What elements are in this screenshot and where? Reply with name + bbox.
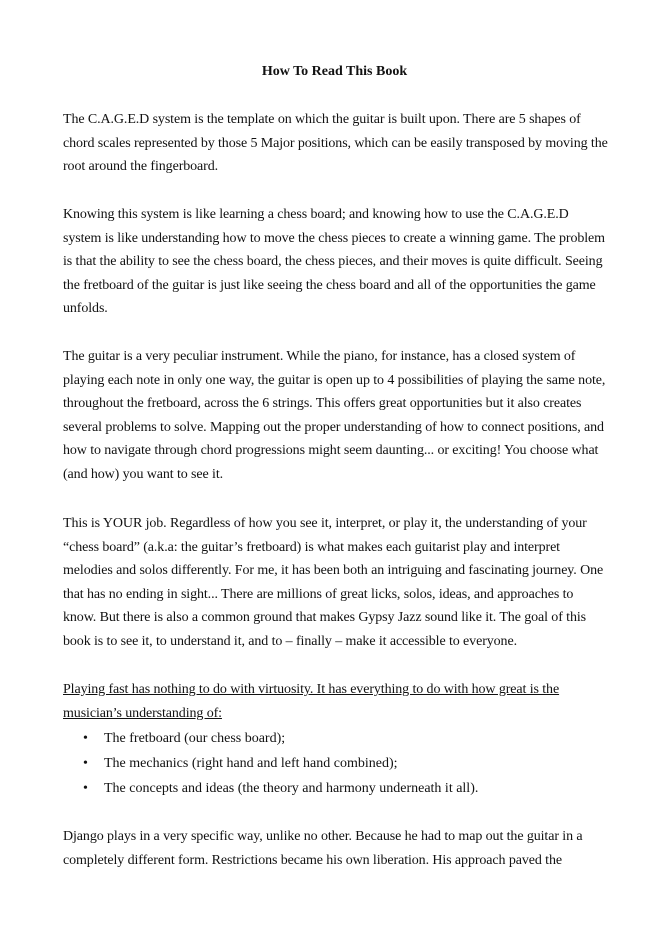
list-item [63,776,609,801]
bullet-icon: • [83,781,88,796]
list-item-text: The concepts and ideas (the theory and harmony underneath it all). [104,781,479,796]
list-item-text: The mechanics (right hand and left hand combined); [104,756,398,771]
list-item [63,726,609,751]
list-item-text: The fretboard (our chess board); [104,731,286,746]
bullet-list [63,726,609,801]
paragraph-guitar-peculiar: The guitar is a very peculiar instrument. While the piano, for instance, has a closed system of playing each note in only one way, the guitar is open up to 4 possibilities of playing the same note, throughout the fretboard, across the 6 strings. This offers great opportunities but it also creates several problems to solve. Mapping out the proper understanding of how to connect positions, and how to navigate through chord progressions might seem daunting... or exciting! You choose what (and how) you want to see it. [63,349,606,482]
page-title: How To Read This Book [261,64,408,79]
bullet-icon: • [83,731,88,746]
list-item [63,751,609,776]
paragraph-caged-intro: The C.A.G.E.D system is the template on which the guitar is built upon. There are 5 shapes of chord scales represented by those 5 Major positions, which can be easily transposed by moving the root around the fingerboard. [63,112,608,175]
paragraph-your-job: This is YOUR job. Regardless of how you see it, interpret, or play it, the understanding of your “chess board” (a.k.a: the guitar’s fretboard) is what makes each guitarist play and interpret melodies and solos differently. For me, it has been both an intriguing and fascinating journey. One that has no ending in sight... There are millions of great licks, solos, ideas, and approaches to know. But there is also a common ground that makes Gypsy Jazz sound like it. The goal of this book is to see it, to understand it, and to – finally – make it accessible to everyone. [63,516,604,649]
paragraph-chess-board: Knowing this system is like learning a chess board; and knowing how to use the C.A.G.E.D system is like understanding how to move the chess pieces to create a winning game. The problem is that the ability to see the chess board, the chess pieces, and their moves is quite difficult. Seeing the fretboard of the guitar is just like seeing the chess board and all of the opportunities the game unfolds. [63,207,605,317]
paragraph-django: Django plays in a very specific way, unlike no other. Because he had to map out the guitar in a completely different form. Restrictions became his own liberation. His approach paved the [63,829,583,868]
bullet-icon: • [83,756,88,771]
paragraph-playing-fast: Playing fast has nothing to do with virtuosity. It has everything to do with how great is the musician’s understanding of: [63,682,560,721]
